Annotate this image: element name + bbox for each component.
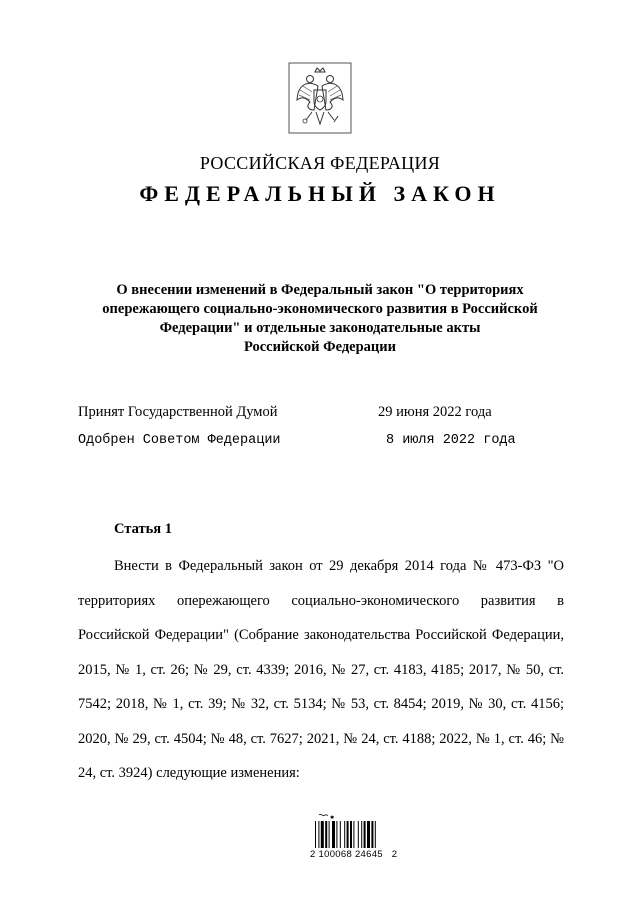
barcode-bar — [364, 821, 366, 848]
barcode-bar — [329, 821, 330, 848]
barcode-bar — [325, 821, 327, 848]
law-title-line: Федерации" и отдельные законодательные акты — [159, 320, 481, 336]
barcode-bar — [371, 821, 373, 848]
barcode — [313, 813, 393, 849]
article-heading: Статья 1 — [114, 521, 172, 537]
barcode-bar — [332, 821, 335, 848]
duma-adoption-label: Принят Государственной Думой — [78, 404, 278, 420]
barcode-bar — [350, 821, 352, 848]
barcode-bar — [344, 821, 345, 848]
law-title-line: опережающего социально-экономического развития в Российской — [102, 301, 538, 317]
law-title-line: Российской Федерации — [243, 339, 396, 355]
barcode-bar — [318, 821, 319, 848]
barcode-bar — [367, 821, 370, 848]
barcode-bar — [340, 821, 341, 848]
article-body-text: Внести в Федеральный закон от 29 декабря 2014 года № 473-ФЗ "О территориях опережающего социально-экономического развития в Российской Федерации" (Собрание законодательства Российской Федерации, 2015, № 1, ст. 26; № 29, ст. 4339; 2016, № 27, ст. 4183, 4185; 2017, № 50, ст. 7542; 2018, № 1, ст. 39; № 32, ст. 5134; № 53, ст. 8454; 2019, № 30, ст. 4156; 2020, № 29, ст. 4504; № 48, ст. 7627; 2021, № 24, ст. 4188; 2022, № 1, ст. 46; № 24, ст. 3924) следующие изменения: — [78, 558, 564, 781]
country-heading: РОССИЙСКАЯ ФЕДЕРАЦИЯ — [199, 153, 441, 173]
barcode-bar — [321, 821, 324, 848]
barcode-number: 2 100068 24645 2 — [310, 849, 398, 860]
svg-text:✱: ✱ — [330, 815, 335, 821]
duma-adoption-date: 29 июня 2022 года — [378, 404, 492, 420]
barcode-bar — [347, 821, 349, 848]
law-title-line: О внесении изменений в Федеральный закон "О территориях — [116, 282, 524, 298]
council-approval-label: Одобрен Советом Федерации — [78, 433, 281, 448]
barcode-bar — [361, 821, 362, 848]
document-type-heading: ФЕДЕРАЛЬНЫЙ ЗАКОН — [139, 181, 501, 206]
coat-of-arms-emblem — [288, 62, 352, 134]
barcode-bar — [315, 821, 316, 848]
barcode-bar — [336, 821, 337, 848]
council-approval-date: 8 июля 2022 года — [386, 433, 516, 448]
article-body — [78, 549, 564, 791]
barcode-bar — [353, 821, 354, 848]
law-title — [70, 281, 570, 357]
barcode-bar — [375, 821, 376, 848]
barcode-bar — [358, 821, 359, 848]
